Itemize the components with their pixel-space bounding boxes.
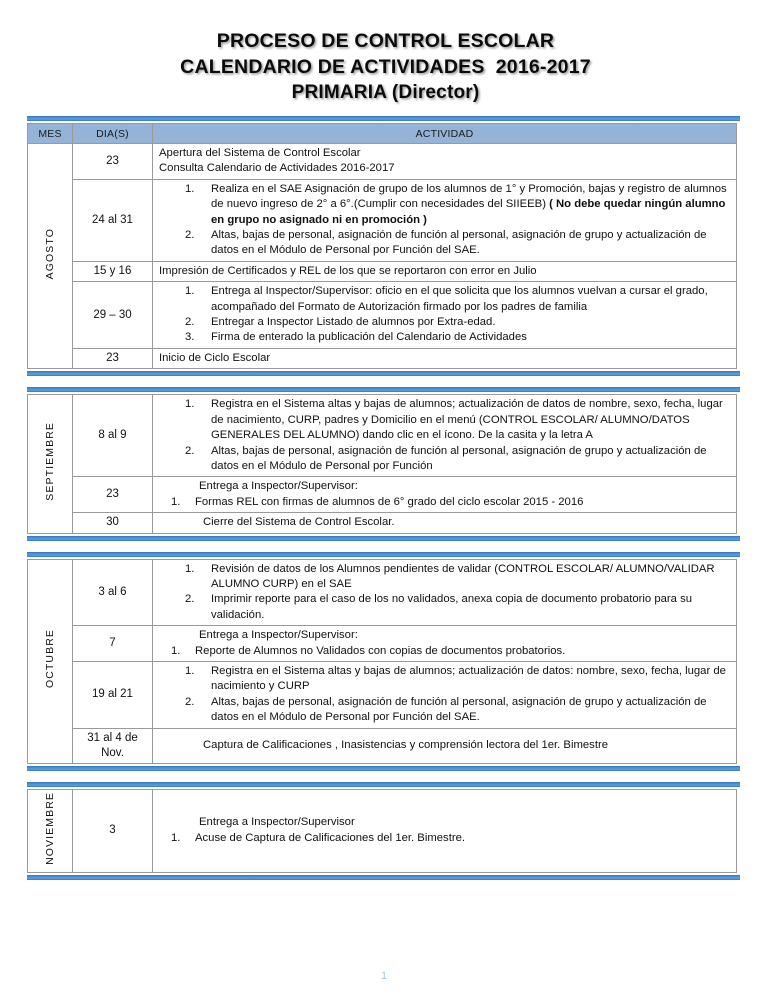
table-header-row — [28, 124, 737, 144]
list-item-number: 2. — [185, 593, 195, 606]
days-cell: 8 al 9 — [73, 395, 153, 477]
list-item-text: Formas REL con firmas de alumnos de 6° grado del ciclo escolar 2015 - 2016 — [195, 495, 584, 508]
days-cell: 19 al 21 — [73, 661, 153, 728]
days-cell: 3 — [73, 789, 153, 872]
activity-list-item — [157, 182, 732, 228]
list-item-text: Revisión de datos de los Alumnos pendientes de validar (CONTROL ESCOLAR/ ALUMNO/VALIDAR ALUMNO CURP) en el SAE — [211, 562, 715, 590]
list-item-number: 2. — [185, 229, 195, 242]
activity-list-item — [157, 330, 732, 345]
days-cell: 23 — [73, 144, 153, 180]
table-header-actividad: ACTIVIDAD — [153, 124, 737, 144]
list-item-number: 1. — [185, 285, 195, 298]
list-item-text: Realiza en el SAE Asignación de grupo de los alumnos de 1° y Promoción, bajas y registro de alumnos de nuevo ingreso de 2° a 6°.(Cumplir con necesidades del SIIEEB) — [211, 182, 727, 211]
list-item-text: Imprimir reporte para el caso de los no validados, anexa copia de documento probatorio para su validación. — [211, 593, 693, 621]
list-item-number: 2. — [185, 444, 195, 457]
activity-list-item — [157, 444, 732, 475]
list-item-text: Altas, bajas de personal, asignación de función al personal, asignación de grupo y actualización de datos en el Módulo de Personal por Función del SAE. — [211, 695, 707, 724]
activity-line: Impresión de Certificados y REL de los que se reportaron con error en Julio — [159, 264, 537, 277]
activity-cell — [153, 559, 737, 626]
list-item-number: 2. — [185, 316, 195, 329]
list-item-text: Reporte de Alumnos no Validados con copias de documentos probatorios. — [195, 644, 566, 657]
schedule-table — [27, 394, 737, 533]
list-item-text: Entrega al Inspector/Supervisor: oficio en el que solicita que los alumnos vuelvan a cursar el grado, acompañado del Formato de Autorización firmado por los padres de familia — [211, 285, 708, 313]
list-item-text: Altas, bajas de personal, asignación de función al personal, asignación de grupo y actualización de datos en el Módulo de Personal por Función del SAE. — [211, 229, 707, 257]
list-item-number: 1. — [185, 398, 195, 411]
activity-cell — [153, 728, 737, 763]
month-label-cell — [28, 395, 73, 533]
activity-list-item — [157, 397, 732, 443]
list-item-text: Altas, bajas de personal, asignación de función al personal, asignación de grupo y actualización de datos en el Módulo de Personal por Función — [211, 444, 707, 472]
activity-list — [157, 182, 732, 259]
schedule-table — [27, 123, 737, 369]
block-spacer — [27, 541, 744, 552]
activity-list-item — [157, 284, 732, 315]
list-item-text: Registra en el Sistema altas y bajas de alumnos; actualización de datos de nombre, sexo, fecha, lugar de nacimiento, CURP, padres y Domicilio en el menú (CONTROL ESCOLAR/ ALUMNO/DATOS GENERALES DEL ALUMNO) dando clic en el ícono. De la casita y la letra A — [211, 398, 723, 442]
page-number: 1 — [380, 970, 388, 982]
blue-separator-bar — [27, 782, 740, 787]
table-row — [28, 728, 737, 763]
days-cell: 24 al 31 — [73, 179, 153, 261]
table-header-dias: DIA(S) — [73, 124, 153, 144]
block-spacer — [27, 880, 744, 891]
list-item-number: 2. — [185, 695, 195, 708]
month-label: NOVIEMBRE — [44, 791, 56, 865]
days-cell: 15 y 16 — [73, 261, 153, 281]
block-spacer — [27, 771, 744, 782]
activity-list-item — [157, 495, 732, 510]
activity-list — [157, 562, 732, 624]
list-item-number: 1. — [171, 831, 181, 844]
activity-list — [157, 831, 732, 846]
activity-list — [157, 284, 732, 346]
activity-line: Captura de Calificaciones , Inasistencias y comprensión lectora del 1er. Bimestre — [203, 738, 608, 751]
activity-cell — [153, 282, 737, 349]
table-row — [28, 789, 737, 872]
block-spacer — [27, 376, 744, 387]
activity-list — [157, 664, 732, 726]
activity-cell — [153, 348, 737, 368]
days-cell: 30 — [73, 513, 153, 533]
month-label-cell — [28, 144, 73, 369]
activity-list — [157, 495, 732, 510]
list-item-number: 1. — [171, 644, 181, 657]
list-item-emphasis: ( No debe quedar ningún alumno en grupo no asignado ni en promoción ) — [211, 198, 726, 226]
activity-list — [157, 644, 732, 659]
list-item-number: 1. — [185, 562, 195, 575]
activity-list-item — [157, 315, 732, 330]
activity-lead-line: Entrega a Inspector/Supervisor: — [199, 480, 358, 493]
table-row — [28, 282, 737, 349]
month-block — [27, 387, 744, 540]
list-item-number: 1. — [171, 495, 181, 508]
list-item-text: Entregar a Inspector Listado de alumnos por Extra-edad. — [211, 316, 496, 329]
list-item-number: 1. — [185, 664, 195, 677]
days-cell: 23 — [73, 477, 153, 513]
activity-list-item — [157, 562, 732, 593]
activity-cell — [153, 661, 737, 728]
activity-line: Inicio de Ciclo Escolar — [159, 351, 271, 364]
schedule-blocks — [27, 116, 744, 891]
table-row — [28, 661, 737, 728]
list-item-text: Registra en el Sistema altas y bajas de alumnos; actualización de datos: nombre, sexo, fecha, lugar de nacimiento y CURP — [211, 664, 726, 693]
activity-cell — [153, 626, 737, 662]
table-header-mes: MES — [28, 124, 73, 144]
activity-list-item — [157, 592, 732, 623]
month-label-cell — [28, 789, 73, 872]
blue-separator-bar — [27, 387, 740, 392]
schedule-table — [27, 789, 737, 873]
activity-list-item — [157, 644, 732, 659]
activity-list-item — [157, 228, 732, 259]
days-cell: 31 al 4 de Nov. — [73, 728, 153, 763]
activity-cell — [153, 179, 737, 261]
days-cell: 7 — [73, 626, 153, 662]
table-row — [28, 261, 737, 281]
table-row — [28, 626, 737, 662]
activity-lead-line: Entrega a Inspector/Supervisor — [199, 816, 355, 829]
list-item-number: 3. — [185, 331, 195, 344]
blue-separator-bar — [27, 116, 740, 121]
table-row — [28, 477, 737, 513]
blue-separator-bar — [27, 552, 740, 557]
days-cell: 3 al 6 — [73, 559, 153, 626]
activity-list-item — [157, 664, 732, 695]
month-label: SEPTIEMBRE — [44, 422, 56, 501]
table-row — [28, 348, 737, 368]
days-cell: 29 – 30 — [73, 282, 153, 349]
month-label-cell — [28, 559, 73, 763]
activity-cell — [153, 477, 737, 513]
month-block — [27, 782, 744, 880]
activity-line: Cierre del Sistema de Control Escolar. — [203, 516, 395, 529]
schedule-table — [27, 559, 737, 764]
activity-cell — [153, 261, 737, 281]
activity-line: Apertura del Sistema de Control Escolar — [159, 147, 361, 159]
title-line-3: PRIMARIA (Director) — [291, 82, 480, 103]
month-block — [27, 116, 744, 376]
title-line-2: CALENDARIO DE ACTIVIDADES 2016-2017 — [180, 56, 591, 78]
activity-list — [157, 397, 732, 474]
list-item-text: Firma de enterado la publicación del Calendario de Actividades — [211, 331, 527, 344]
activity-line: Consulta Calendario de Actividades 2016-2017 — [159, 162, 395, 175]
activity-cell — [153, 395, 737, 477]
activity-cell — [153, 789, 737, 872]
activity-cell — [153, 513, 737, 533]
list-item-number: 1. — [185, 182, 195, 195]
month-label: OCTUBRE — [44, 629, 56, 689]
days-cell: 23 — [73, 348, 153, 368]
list-item-text: Acuse de Captura de Calificaciones del 1er. Bimestre. — [195, 831, 466, 844]
title-line-1: PROCESO DE CONTROL ESCOLAR — [216, 30, 555, 52]
activity-lead-line: Entrega a Inspector/Supervisor: — [199, 629, 358, 642]
activity-list-item — [157, 695, 732, 726]
table-row — [28, 395, 737, 477]
table-row — [28, 144, 737, 180]
document-title — [27, 28, 744, 106]
table-row — [28, 513, 737, 533]
activity-cell — [153, 144, 737, 180]
month-block — [27, 552, 744, 771]
table-row — [28, 179, 737, 261]
table-row — [28, 559, 737, 626]
activity-list-item — [157, 831, 732, 846]
month-label: AGOSTO — [44, 227, 56, 280]
